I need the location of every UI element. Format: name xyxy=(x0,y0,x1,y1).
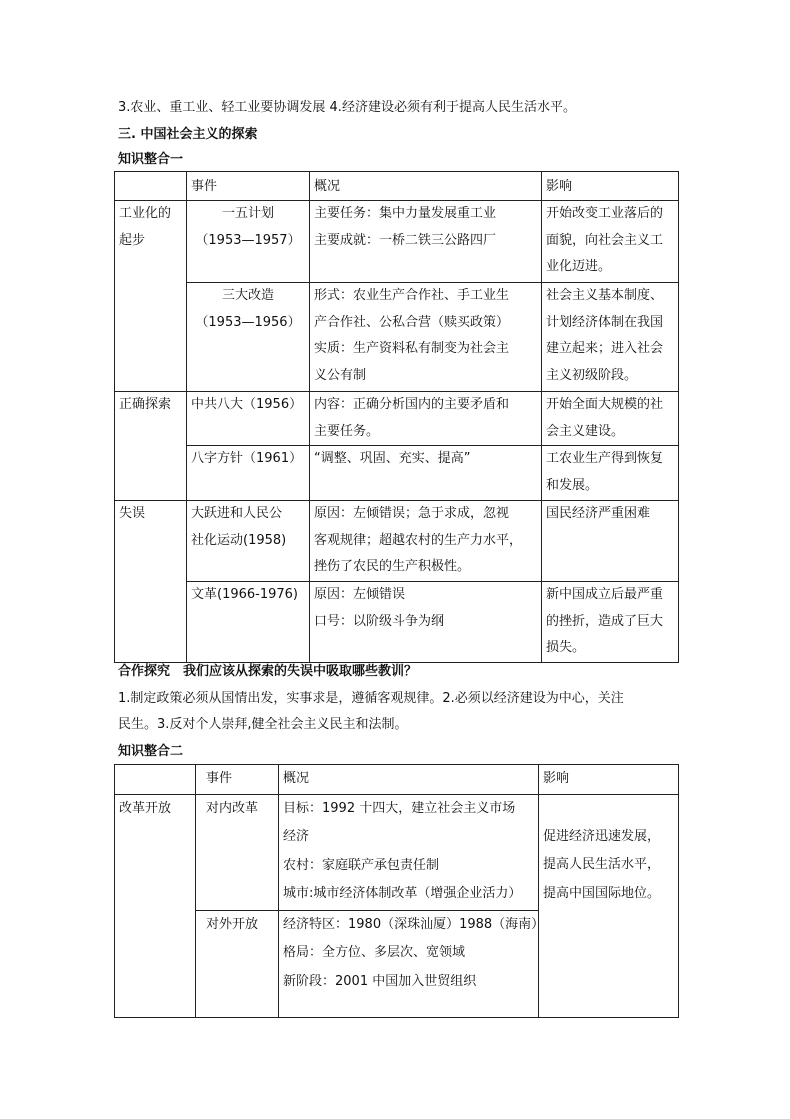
event-text: 文革(1966-1976) xyxy=(191,587,299,602)
overview-text: 原因：左倾错误；急于求成，忽视 xyxy=(314,506,510,521)
impact-text: 工农业生产得到恢复 xyxy=(546,451,664,466)
header-cell-blank xyxy=(115,172,187,201)
overview-text: 主要任务。 xyxy=(314,423,380,439)
event-cell xyxy=(187,283,310,392)
event-text: 对内改革 xyxy=(206,800,259,816)
category-text: 失误 xyxy=(119,506,146,521)
overview-cell xyxy=(310,283,542,392)
overview-text: 目标：1992 十四大，建立社会主义市场 xyxy=(283,800,516,816)
overview-cell xyxy=(310,201,542,283)
impact-text: 社会主义基本制度、 xyxy=(546,288,664,303)
overview-cell xyxy=(279,910,545,1017)
table-row xyxy=(115,283,679,392)
cooperation-line-2: 民生。3.反对个人崇拜,健全社会主义民主和法制。 xyxy=(118,717,408,732)
cooperation-line-1: 1.制定政策必须从国情出发，实事求是，遵循客观规律。2.必须以经济建设为中心，关注 xyxy=(118,691,624,706)
intro-line: 3.农业、重工业、轻工业要协调发展 4.经济建设必须有利于提高人民生活水平。 xyxy=(118,100,576,115)
header-cell-impact: 影响 xyxy=(539,765,679,795)
integration2-title: 知识整合二 xyxy=(118,744,184,759)
event-cell xyxy=(187,392,310,446)
impact-text: 国民经济严重困难 xyxy=(546,506,651,521)
impact-cell xyxy=(542,582,679,663)
category-text: 正确探索 xyxy=(119,397,172,412)
table-header-row xyxy=(115,172,679,201)
event-text: 大跃进和人民公 xyxy=(191,506,283,521)
table-row xyxy=(115,201,679,283)
category-cell xyxy=(115,392,187,501)
impact-text: 面貌，向社会主义工 xyxy=(546,232,664,248)
overview-cell xyxy=(310,392,542,446)
header-cell-event: 事件 xyxy=(196,765,279,795)
integration2-table xyxy=(114,764,679,1018)
event-cell xyxy=(196,910,279,1017)
section-title: 三. 中国社会主义的探索 xyxy=(118,127,258,142)
integration1-title: 知识整合一 xyxy=(118,152,184,167)
table-row xyxy=(115,501,679,582)
overview-text: 经济特区：1980（深珠汕厦）1988（海南） xyxy=(283,916,545,932)
impact-text: 建立起来；进入社会 xyxy=(546,341,664,356)
event-cell xyxy=(196,794,279,910)
impact-text: 开始改变工业落后的 xyxy=(546,206,664,221)
impact-text: 主义初级阶段。 xyxy=(546,367,638,383)
impact-text: 会主义建设。 xyxy=(546,423,625,439)
overview-text: “调整、巩固、充实、提高” xyxy=(314,451,471,466)
impact-text: 促进经济迅速发展， xyxy=(543,828,661,844)
table-row xyxy=(115,582,679,663)
impact-text: 计划经济体制在我国 xyxy=(546,314,664,330)
overview-text: 客观规律；超越农村的生产力水平， xyxy=(314,532,523,548)
impact-text: 和发展。 xyxy=(546,477,599,493)
event-text: 社化运动(1958) xyxy=(191,532,287,548)
table-header-row xyxy=(115,765,679,795)
impact-cell xyxy=(542,501,679,582)
event-text: 三大改造 xyxy=(221,288,274,303)
impact-text: 提高人民生活水平， xyxy=(543,857,661,872)
overview-text: 城市:城市经济体制改革（增强企业活力） xyxy=(283,886,522,901)
overview-cell xyxy=(279,794,539,910)
overview-cell xyxy=(310,446,542,501)
overview-text: 挫伤了农民的生产积极性。 xyxy=(314,559,471,574)
impact-text: 新中国成立后最严重 xyxy=(546,587,664,602)
category-cell xyxy=(115,794,196,1017)
overview-cell xyxy=(310,582,542,663)
overview-text: 义公有制 xyxy=(314,367,367,383)
header-cell-overview: 概况 xyxy=(279,765,539,795)
overview-text: 农村：家庭联产承包责任制 xyxy=(283,857,440,873)
event-cell xyxy=(187,501,310,582)
table-row xyxy=(115,392,679,446)
impact-cell xyxy=(542,201,679,283)
impact-cell xyxy=(539,794,679,1017)
overview-text: 实质：生产资料私有制变为社会主 xyxy=(314,341,510,356)
overview-text: 新阶段：2001 中国加入世贸组织 xyxy=(283,973,477,989)
overview-text: 口号：以阶级斗争为纲 xyxy=(314,613,445,629)
event-text: 中共八大（1956） xyxy=(191,397,303,412)
overview-text: 经济 xyxy=(283,829,310,844)
overview-text: 内容：正确分析国内的主要矛盾和 xyxy=(314,397,510,412)
header-cell-overview: 概况 xyxy=(310,172,542,201)
impact-cell xyxy=(542,283,679,392)
event-cell xyxy=(187,201,310,283)
category-cell xyxy=(115,201,187,392)
overview-text: 主要成就：一桥二铁三公路四厂 xyxy=(314,232,497,248)
impact-text: 的挫折，造成了巨大 xyxy=(546,613,664,629)
category-cell xyxy=(115,501,187,663)
header-cell-impact: 影响 xyxy=(542,172,679,201)
event-cell xyxy=(187,582,310,663)
header-cell-blank xyxy=(115,765,196,795)
impact-text: 损失。 xyxy=(546,640,586,655)
impact-cell xyxy=(542,446,679,501)
cooperation-title: 合作探究 我们应该从探索的失误中吸取哪些教训？ xyxy=(118,664,418,679)
overview-cell xyxy=(310,501,542,582)
event-text: 对外开放 xyxy=(206,916,259,932)
event-text: 一五计划 xyxy=(221,206,274,221)
impact-text: 业化迈进。 xyxy=(546,259,612,274)
event-text: （1953—1956） xyxy=(195,314,301,330)
event-cell xyxy=(187,446,310,501)
event-text: 八字方针（1961） xyxy=(191,451,303,466)
impact-text: 提高中国国际地位。 xyxy=(543,885,661,901)
overview-text: 产合作社、公私合营（赎买政策） xyxy=(314,314,510,330)
category-text: 工业化的 xyxy=(119,206,172,221)
impact-text: 开始全面大规模的社 xyxy=(546,397,664,412)
category-text: 起步 xyxy=(119,232,146,248)
impact-cell xyxy=(542,392,679,446)
overview-text: 原因：左倾错误 xyxy=(314,587,406,602)
overview-text: 格局：全方位、多层次、宽领域 xyxy=(283,945,466,960)
integration1-table xyxy=(114,171,679,663)
event-text: （1953—1957） xyxy=(195,232,301,248)
header-cell-event: 事件 xyxy=(187,172,310,201)
category-text: 改革开放 xyxy=(119,800,172,816)
overview-text: 形式：农业生产合作社、手工业生 xyxy=(314,288,510,303)
overview-text: 主要任务：集中力量发展重工业 xyxy=(314,206,497,221)
table-row xyxy=(115,446,679,501)
table-row xyxy=(115,794,679,910)
